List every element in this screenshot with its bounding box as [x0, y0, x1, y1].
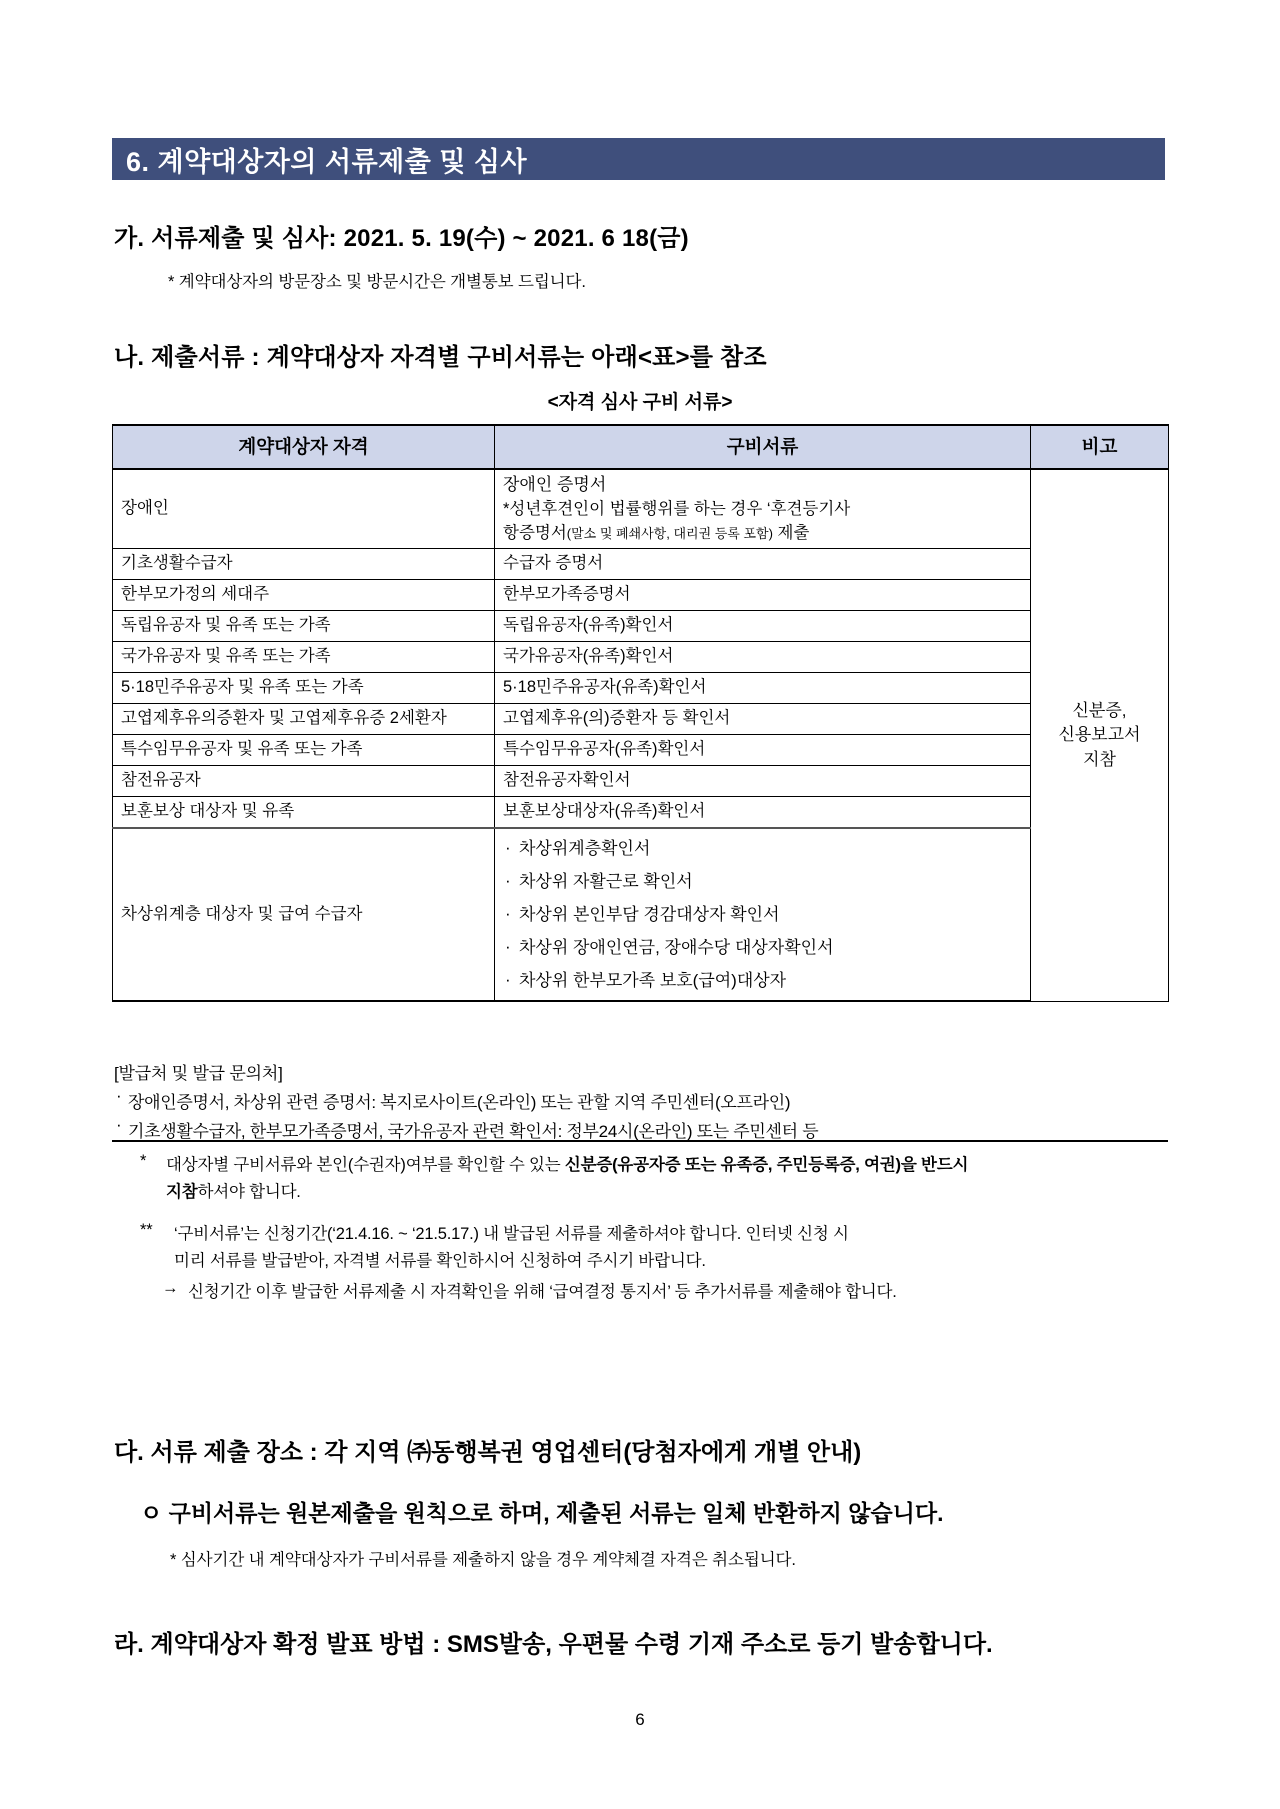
cell-documents: 독립유공자(유족)확인서: [495, 611, 1031, 642]
cell-qualification: 독립유공자 및 유족 또는 가족: [113, 611, 495, 642]
item-ga-title: 가. 서류제출 및 심사: 2021. 5. 19(수) ~ 2021. 6 18(금): [114, 225, 689, 252]
cell-documents: 수급자 증명서: [495, 549, 1031, 580]
list-item: · 차상위 한부모가족 보호(급여)대상자: [503, 964, 1022, 997]
issuing-office-title: [발급처 및 발급 문의처]: [114, 1064, 283, 1083]
table-row: [113, 704, 1169, 735]
remark-line: 지참: [1083, 749, 1116, 769]
cell-qualification: 차상위계층 대상자 및 급여 수급자: [113, 828, 495, 1002]
note-text-line: 미리 서류를 발급받아, 자격별 서류를 확인하시어 신청하여 주시기 바랍니다.: [174, 1252, 706, 1271]
divider-rule: [112, 1140, 1168, 1142]
list-item: · 차상위 장애인연금, 장애수당 대상자확인서: [503, 931, 1022, 964]
table-row: [113, 580, 1169, 611]
note-text-part: 하셔야 합니다.: [197, 1182, 301, 1201]
note-text-bold: 신분증(유공자증 또는 유족증, 주민등록증, 여권)을 반드시: [564, 1156, 969, 1174]
note-item-arrow: [140, 1279, 1170, 1306]
document-line-head: 항증명서: [503, 523, 567, 542]
cell-documents: 보훈보상대상자(유족)확인서: [495, 796, 1031, 827]
table-row: [113, 642, 1169, 673]
table-header-row: [113, 425, 1169, 469]
list-item: · 차상위계층확인서: [503, 832, 1022, 865]
note-text-line: ‘구비서류’는 신청기간(‘21.4.16. ~ ‘21.5.17.) 내 발급된 서류를 제출하셔야 합니다. 인터넷 신청 시: [174, 1225, 849, 1244]
table-row: [113, 673, 1169, 704]
issuing-office-line: · 기초생활수급자, 한부모가족증명서, 국가유공자 관련 확인서: 정부24시(온라인) 또는 주민센터 등: [114, 1117, 1174, 1142]
cell-qualification: 고엽제후유의증환자 및 고엽제후유증 2세환자: [113, 704, 495, 735]
table-row: [113, 765, 1169, 796]
cell-documents: [495, 828, 1031, 1002]
table-row: [113, 735, 1169, 766]
cell-qualification: 보훈보상 대상자 및 유족: [113, 796, 495, 827]
note-item-double-asterisk: [140, 1221, 1170, 1274]
cell-documents: 국가유공자(유족)확인서: [495, 642, 1031, 673]
table-header-qualification: 계약대상자 자격: [113, 425, 495, 469]
section-heading-bar: [112, 138, 1165, 180]
list-item: · 차상위 자활근로 확인서: [503, 865, 1022, 898]
note-text-part: 대상자별 구비서류와 본인(수권자)여부를 확인할 수 있는: [166, 1156, 565, 1174]
cell-documents: 특수임무유공자(유족)확인서: [495, 735, 1031, 766]
section-heading-title: 6. 계약대상자의 서류제출 및 심사: [126, 146, 528, 177]
document-line-small: (말소 및 폐쇄사항, 대리권 등록 포함): [566, 525, 773, 541]
document-line: *성년후견인이 법률행위를 하는 경우 ‘후견등기사: [503, 499, 851, 518]
qualification-documents-table: [112, 424, 1169, 1002]
issuing-office-line: · 장애인증명서, 차상위 관련 증명서: 복지로사이트(온라인) 또는 관할 지역 주민센터(오프라인): [114, 1088, 1174, 1113]
table-row: [113, 796, 1169, 827]
list-item: · 차상위 본인부담 경감대상자 확인서: [503, 898, 1022, 931]
cell-qualification: 특수임무유공자 및 유족 또는 가족: [113, 735, 495, 766]
table-row: [113, 549, 1169, 580]
cell-qualification: 기초생활수급자: [113, 549, 495, 580]
document-line: [503, 522, 1022, 546]
note-marker: *: [140, 1152, 147, 1170]
note-item-asterisk: [140, 1152, 1170, 1205]
documents-bullet-list: [503, 832, 1022, 998]
cell-remark: [1031, 469, 1169, 1001]
table-caption: <자격 심사 구비 서류>: [547, 392, 733, 413]
document-line-tail: 제출: [772, 523, 810, 542]
table-row: [113, 611, 1169, 642]
remark-line: 신용보고서: [1058, 725, 1141, 745]
cell-qualification: 참전유공자: [113, 765, 495, 796]
note-text-bold: 지참: [166, 1182, 198, 1201]
remark-line: 신분증,: [1072, 700, 1127, 720]
notes-block: [140, 1152, 1170, 1306]
note-text: 신청기간 이후 발급한 서류제출 시 자격확인을 위해 ‘급여결정 통지서’ 등 추가서류를 제출해야 합니다.: [188, 1282, 897, 1301]
item-ga-note: * 계약대상자의 방문장소 및 방문시간은 개별통보 드립니다.: [168, 273, 586, 291]
note-text: [166, 1152, 1170, 1205]
circle-item-note: * 심사기간 내 계약대상자가 구비서류를 제출하지 않을 경우 계약체결 자격은 취소됩니다.: [170, 1551, 796, 1569]
item-na-title: 나. 제출서류 : 계약대상자 자격별 구비서류는 아래<표>를 참조: [114, 344, 767, 371]
note-text: [174, 1221, 1170, 1274]
page-number: 6: [635, 1710, 645, 1729]
item-ra-title: 라. 계약대상자 확정 발표 방법 : SMS발송, 우편물 수령 기재 주소로 등기 발송합니다.: [114, 1631, 993, 1658]
note-marker-arrow-icon: →: [162, 1278, 179, 1297]
cell-qualification: 국가유공자 및 유족 또는 가족: [113, 642, 495, 673]
item-da-title: 다. 서류 제출 장소 : 각 지역 ㈜동행복권 영업센터(당첨자에게 개별 안내): [114, 1439, 862, 1466]
cell-documents: 한부모가족증명서: [495, 580, 1031, 611]
table-row: [113, 469, 1169, 549]
table-header-documents: 구비서류: [495, 425, 1031, 469]
table-header-remark: 비고: [1031, 425, 1169, 469]
cell-qualification: 장애인: [113, 469, 495, 549]
note-marker: **: [140, 1221, 153, 1240]
table-row: [113, 828, 1169, 1002]
cell-documents: 참전유공자확인서: [495, 765, 1031, 796]
cell-qualification: 5·18민주유공자 및 유족 또는 가족: [113, 673, 495, 704]
issuing-office-block: [114, 1059, 1174, 1142]
cell-documents: 고엽제후유(의)증환자 등 확인서: [495, 704, 1031, 735]
cell-qualification: 한부모가정의 세대주: [113, 580, 495, 611]
circle-item: ㅇ 구비서류는 원본제출을 원칙으로 하며, 제출된 서류는 일체 반환하지 않습니다.: [140, 1500, 944, 1526]
document-line: 장애인 증명서: [503, 475, 607, 494]
cell-documents: 5·18민주유공자(유족)확인서: [495, 673, 1031, 704]
cell-documents: [495, 469, 1031, 549]
